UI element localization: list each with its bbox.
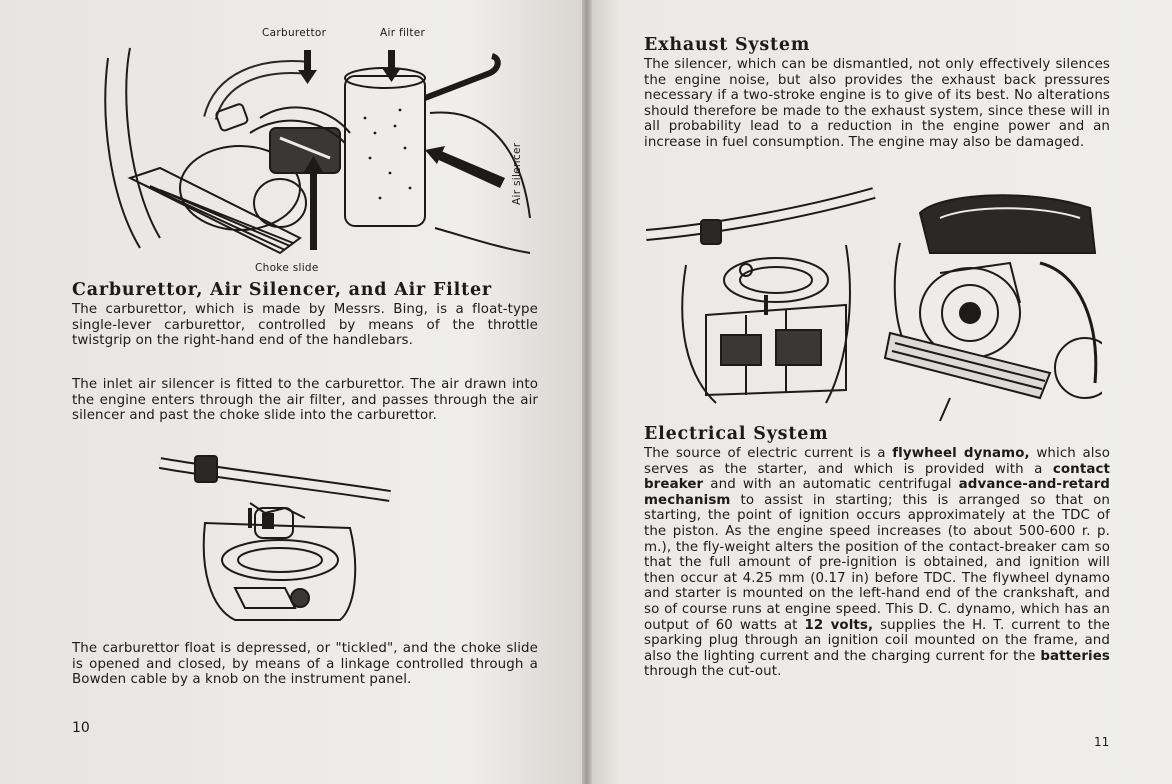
electrical-text-1: The source of electric current is a <box>644 446 893 461</box>
engine-compartment-illustration <box>880 183 1102 423</box>
electrical-text-3: and with an automatic centrifugal <box>703 477 959 493</box>
page-number-right: 11 <box>1094 735 1110 749</box>
electrical-text-2: which also serves as the starter, and which is provided with a <box>644 446 1110 477</box>
electrical-text-4: to assist in starting; this is arranged so that on starting, the point of ignition occurs approximately at the TDC of the piston. As the engine speed increases (to about 500-600 r. p. m.), the fly-weight alters the position of the contact-breaker cam so that the full amount of pre-ignition is obtained, and ignition will then occur at 4.25 mm (0.17 in) before TDC. The flywheel dynamo and starter is mounted on the left-hand end of the crankshaft, and so of course runs at engine speed. This D. C. dynamo, which has an output of 60 watts at <box>644 492 1110 633</box>
carburettor-illustration <box>100 38 540 260</box>
air-filter-callout: Air filter <box>380 27 426 39</box>
flywheel-dynamo-term: flywheel dynamo, <box>892 446 1030 461</box>
air-silencer-callout: Air silencer <box>511 142 523 205</box>
electrical-text-6: through the cut-out. <box>644 664 782 680</box>
carburettor-callout: Carburettor <box>262 27 327 39</box>
carburettor-paragraph-2: The inlet air silencer is fitted to the carburettor. The air drawn into the engine enters through the air filter, and passes through the air silencer and past the choke slide into the carburettor. <box>72 377 538 424</box>
electrical-text-5: supplies the H. T. current to the sparking plug through an ignition coil mounted on the frame, and also the lighting current and the charging current for the <box>644 617 1110 664</box>
advance-retard-term: advance-and-retard mechanism <box>644 477 1110 508</box>
electrical-paragraph <box>644 446 1110 680</box>
carburettor-paragraph-3: The carburettor float is depressed, or "tickled", and the choke slide is opened and closed, by means of a linkage controlled through a Bowden cable by a knob on the instrument panel. <box>72 641 538 688</box>
batteries-term: batteries <box>1040 648 1110 664</box>
exhaust-paragraph: The silencer, which can be dismantled, not only effectively silences the engine noise, but also provides the exhaust back pressures necessary if a two-stroke engine is to give of its best. No alterations should therefore be made to the exhaust system, since these will in all probability lead to a reduction in the engine power and an increase in fuel consumption. The engine may also be damaged. <box>644 57 1110 150</box>
choke-slide-callout: Choke slide <box>255 262 319 274</box>
electrical-heading: Electrical System <box>644 424 829 444</box>
page-number-left: 10 <box>72 720 90 736</box>
carburettor-heading: Carburettor, Air Silencer, and Air Filter <box>72 280 492 300</box>
carburettor-paragraph-1: The carburettor, which is made by Messrs. Bing, is a float-type single-lever carburettor, controlled by means of the throttle twistgrip on the right-hand end of the handlebars. <box>72 302 538 349</box>
voltage-term: 12 volts, <box>804 617 874 633</box>
contact-breaker-term: contact breaker <box>644 461 1110 493</box>
exhaust-heading: Exhaust System <box>644 35 811 55</box>
book-gutter <box>582 0 592 784</box>
choke-linkage-illustration <box>155 448 395 628</box>
handlebar-speedometer-illustration <box>646 185 878 407</box>
